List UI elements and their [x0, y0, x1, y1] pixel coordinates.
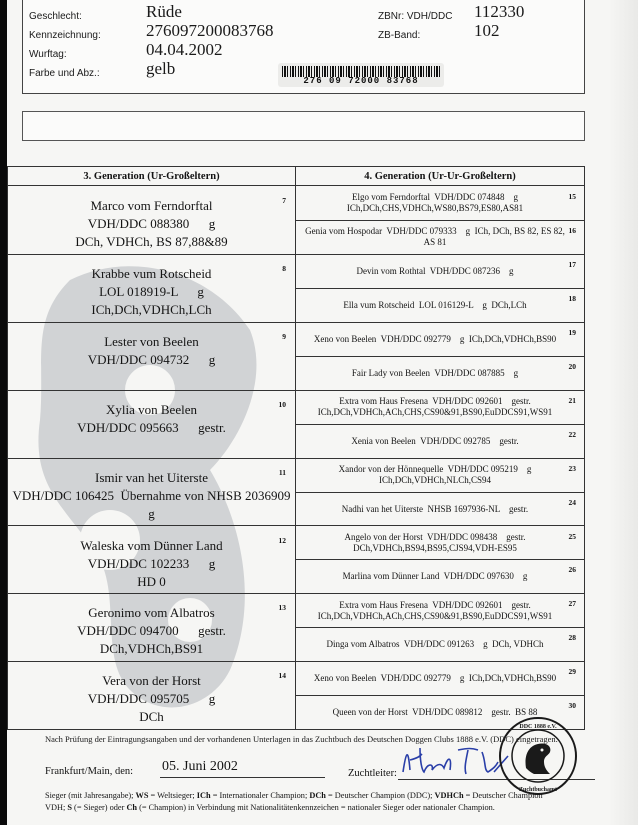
legend-abbr: WS	[135, 791, 149, 800]
gen4-ancestor	[296, 527, 584, 561]
ancestor-number: 15	[568, 192, 576, 201]
ancestor-registration: LOL 018919-L g	[99, 283, 204, 299]
zbnr-value: 112330	[474, 2, 525, 21]
ancestor-entry: Xandor von der Hönnequelle VDH/DDC 095219 g	[338, 464, 532, 475]
ancestor-number: 22	[568, 429, 576, 439]
gen3-ancestor	[8, 662, 295, 730]
legend-abbr: VDHCh	[434, 791, 464, 800]
ancestor-number: 7	[282, 196, 286, 205]
ancestor-entry: Xeno von Beelen VDH/DDC 092779 g ICh,DCh,VDHCh,BS90	[313, 673, 557, 684]
ancestor-name: Ismir van het Uiterste	[95, 469, 208, 485]
ancestor-number: 23	[568, 463, 576, 473]
ancestor-number: 17	[568, 259, 576, 269]
ancestor-entry: Xenia von Beelen VDH/DDC 092785 gestr.	[351, 435, 519, 446]
ancestor-titles: g	[148, 505, 155, 521]
issue-date: 05. Juni 2002	[160, 759, 325, 778]
ancestor-number: 28	[568, 633, 576, 643]
ancestor-number: 9	[282, 331, 286, 341]
ancestor-number: 20	[568, 361, 576, 371]
gen3-ancestor	[8, 391, 295, 459]
ancestor-entry: Xeno von Beelen VDH/DDC 092779 g ICh,DCh,VDHCh,BS90	[313, 333, 557, 344]
ancestor-registration: VDH/DDC 095705 g	[87, 691, 216, 707]
gen4-ancestor	[296, 493, 584, 527]
ancestor-entry: Fair Lady von Beelen VDH/DDC 087885 g	[351, 367, 519, 378]
ancestor-registration: VDH/DDC 102233 g	[87, 555, 216, 571]
breeding-warden-label: Zuchtleiter:	[348, 768, 397, 779]
scan-shadow	[608, 0, 638, 825]
ancestor-entry: Extra vom Haus Fresena VDH/DDC 092601 gestr.	[339, 599, 531, 610]
gen4-ancestor	[296, 628, 584, 662]
gen4-ancestor	[296, 187, 584, 221]
id-value: 276097200083768	[146, 21, 274, 40]
color-label: Farbe und Abz.:	[29, 68, 100, 79]
ancestor-titles: DCh	[139, 709, 164, 725]
legend-abbr: ICh	[196, 791, 211, 800]
gen3-ancestor	[8, 594, 295, 662]
ancestor-entry: Marlina vom Dünner Land VDH/DDC 097630 g	[342, 571, 528, 582]
ancestor-entry: Ella vum Rotscheid LOL 016129-L g DCh,LCh	[343, 299, 527, 310]
gen4-ancestor	[296, 459, 584, 493]
ancestor-number: 18	[568, 293, 576, 303]
legend-text: (= Sieger) oder	[71, 803, 127, 812]
place-label: Frankfurt/Main, den:	[45, 766, 134, 777]
ancestor-entry: Genia vom Hospodar VDH/DDC 079333 g ICh, DCh, BS 82, ES 82,	[305, 226, 565, 237]
ancestor-titles: DCh,VDHCh,BS91	[99, 641, 204, 657]
zbnr-label: ZBNr: VDH/DDC	[378, 11, 453, 22]
abbreviation-legend	[45, 790, 590, 814]
ancestor-number: 26	[568, 565, 576, 575]
ancestor-titles: HD 0	[137, 573, 166, 589]
ancestor-registration: VDH/DDC 094732 g	[87, 351, 216, 367]
svg-text:Zuchtbuchamt: Zuchtbuchamt	[518, 787, 558, 793]
gen3-ancestor	[8, 255, 295, 323]
ancestor-name: Marco vom Ferndorftal	[90, 198, 213, 213]
sex-value: Rüde	[146, 2, 182, 21]
ancestor-number: 30	[568, 701, 576, 711]
legend-abbr: DCh	[309, 791, 326, 800]
gen4-ancestor	[296, 391, 584, 425]
svg-text:DDC 1888 e.V.: DDC 1888 e.V.	[519, 724, 557, 730]
ancestor-number: 27	[568, 599, 576, 609]
ancestor-number: 29	[568, 667, 576, 677]
ancestor-entry: Devin vom Rothtal VDH/DDC 087236 g	[356, 265, 514, 276]
legend-abbr: Ch	[126, 803, 138, 812]
ancestor-registration: VDH/DDC 088380 g	[87, 216, 216, 231]
zbband-value: 102	[474, 21, 500, 40]
ancestor-name: Lester von Beelen	[104, 333, 199, 349]
legend-text: = Deutscher Champion	[463, 791, 543, 800]
legend-text: = Internationaler Champion;	[210, 791, 310, 800]
gen4-ancestor	[296, 560, 584, 594]
ancestor-number: 10	[278, 399, 286, 409]
legend-text: = Deutscher Champion (DDC);	[325, 791, 435, 800]
legend-text: Sieger (mit Jahresangabe);	[45, 791, 136, 800]
gen3-header: 3. Generation (Ur-Großeltern)	[8, 167, 295, 186]
ancestor-name: Xylia von Beelen	[106, 401, 197, 417]
ancestor-name: Waleska vom Dünner Land	[80, 537, 223, 553]
ancestor-number: 25	[568, 531, 576, 541]
gen4-ancestor	[296, 594, 584, 628]
ancestor-titles: DCh,VDHCh,BS94,BS95,CJS94,VDH-ES95	[353, 542, 517, 553]
ancestor-registration: VDH/DDC 095663 gestr.	[77, 419, 226, 435]
ancestor-number: 16	[568, 225, 576, 235]
ancestor-number: 11	[278, 467, 286, 477]
gen4-ancestor	[296, 425, 584, 459]
ancestor-number: 13	[278, 603, 286, 613]
ancestor-entry: Elgo vom Ferndorftal VDH/DDC 074848 g	[351, 192, 519, 203]
zbband-label: ZB-Band:	[378, 30, 421, 41]
dog-info-box	[22, 0, 585, 94]
gen3-ancestor	[8, 323, 295, 391]
gen4-ancestor	[296, 662, 584, 696]
ancestor-number: 24	[568, 497, 576, 507]
gen3-ancestor	[8, 187, 295, 255]
ancestor-name: Krabbe vum Rotscheid	[91, 265, 212, 281]
gen4-ancestor	[296, 323, 584, 357]
barcode-number: 276 09 72000 83768	[303, 76, 419, 86]
ancestor-number: 14	[278, 671, 286, 681]
ancestor-entry: Nadhi van het Uiterste NHSB 1697936-NL gestr.	[341, 503, 529, 514]
ancestor-entry: Extra vom Haus Fresena VDH/DDC 092601 gestr.	[339, 396, 531, 407]
ancestor-entry: Queen von der Horst VDH/DDC 089812 gestr. BS 88	[332, 707, 538, 718]
legend-text: VDH;	[45, 803, 68, 812]
gen4-header: 4. Generation (Ur-Ur-Großeltern)	[295, 167, 584, 186]
ancestor-titles: DCh, VDHCh, BS 87,88&89	[75, 234, 228, 249]
ancestor-name: Geronimo vom Albatros	[88, 605, 215, 621]
color-value: gelb	[146, 59, 176, 78]
legend-abbr: S	[67, 803, 72, 812]
ancestor-number: 8	[282, 263, 286, 273]
remarks-box	[22, 111, 585, 141]
ancestor-titles: ICh,DCh,VDHCh,ACh,CHS,CS90&91,BS90,EuDDCS91,WS91	[317, 407, 553, 418]
ancestor-entry: Angelo von der Horst VDH/DDC 098438 gestr.	[344, 531, 526, 542]
ancestor-titles: ICh,DCh,VDHCh,NLCh,CS94	[378, 475, 491, 486]
ancestor-number: 12	[278, 535, 286, 545]
ancestor-number: 21	[568, 395, 576, 405]
ancestor-titles: ICh,DCh,CHS,VDHCh,WS80,BS79,ES80,AS81	[346, 203, 524, 214]
whelp-date-label: Wurftag:	[29, 49, 67, 60]
legend-text: = Weltsieger;	[148, 791, 197, 800]
gen4-ancestor	[296, 255, 584, 289]
gen3-ancestor	[8, 459, 295, 527]
pedigree-table	[7, 166, 585, 730]
gen4-ancestor	[296, 221, 584, 255]
ancestor-registration: VDH/DDC 106425 Übernahme von NHSB 2036909	[12, 487, 291, 503]
ancestor-titles: ICh,DCh,VDHCh,LCh	[91, 301, 212, 317]
gen4-ancestor	[296, 289, 584, 323]
sex-label: Geschlecht:	[29, 11, 82, 22]
ancestor-number: 19	[568, 327, 576, 337]
ancestor-entry: Dinga vom Albatros VDH/DDC 091263 g DCh, VDHCh	[326, 639, 544, 650]
gen4-ancestor	[296, 357, 584, 391]
ancestor-name: Vera von der Horst	[102, 673, 201, 689]
barcode	[278, 63, 444, 87]
club-seal-icon	[498, 716, 578, 796]
registration-statement: Nach Prüfung der Eintragungsangaben und der vorhandenen Unterlagen in das Zuchtbuch des Deutschen Doggen Clubs 1888 e.V. (DDC) eingetragen.	[45, 734, 558, 744]
ancestor-registration: VDH/DDC 094700 gestr.	[77, 623, 226, 639]
id-label: Kennzeichnung:	[29, 30, 101, 41]
ancestor-titles: AS 81	[423, 237, 447, 248]
legend-text: (= Champion) in Verbindung mit Nationalitätenkennzeichen = nationaler Sieger oder nationaler Champion.	[137, 803, 495, 812]
gen3-ancestor	[8, 527, 295, 595]
whelp-date-value: 04.04.2002	[146, 40, 223, 59]
ancestor-titles: ICh,DCh,VDHCh,ACh,CHS,CS90&91,BS90,EuDDCS91,WS91	[317, 610, 553, 621]
scan-edge	[0, 0, 7, 825]
